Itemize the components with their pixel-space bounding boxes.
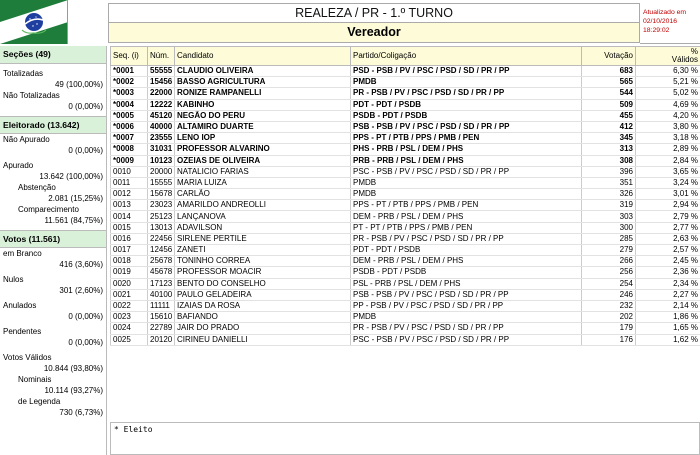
table-row xyxy=(111,323,700,334)
cell-pct: 3,80 % xyxy=(636,121,700,132)
cell-partido: PR - PSB / PV / PSC / PSD / SD / PR / PP xyxy=(351,88,582,99)
table-row xyxy=(111,99,700,110)
cell-pct: 4,69 % xyxy=(636,99,700,110)
nao-totalizadas-value: 0 (0,00%) xyxy=(68,102,103,111)
cell-num: 12222 xyxy=(148,99,175,110)
cell-pct: 2,14 % xyxy=(636,300,700,311)
legenda-value: 730 (6,73%) xyxy=(59,408,103,417)
cell-votacao: 246 xyxy=(582,289,636,300)
eleitorado-header xyxy=(0,116,106,134)
cell-partido: PSC - PSB / PV / PSC / PSD / SD / PR / PP xyxy=(351,334,582,345)
cell-pct: 3,18 % xyxy=(636,133,700,144)
cell-partido: PMDB xyxy=(351,77,582,88)
cell-votacao: 412 xyxy=(582,121,636,132)
table-row xyxy=(111,267,700,278)
cell-seq: *0006 xyxy=(111,121,148,132)
table-header-row xyxy=(111,47,700,66)
cell-pct: 4,20 % xyxy=(636,110,700,121)
cell-seq: *0005 xyxy=(111,110,148,121)
cell-candidato: BAFIANDO xyxy=(175,312,351,323)
branco-label: em Branco xyxy=(3,249,42,258)
col-pct[interactable] xyxy=(636,47,700,66)
col-votacao[interactable]: Votação xyxy=(582,47,636,66)
cell-votacao: 455 xyxy=(582,110,636,121)
nominais-value: 10.114 (93,27%) xyxy=(44,386,103,395)
cell-seq: 0023 xyxy=(111,312,148,323)
table-row xyxy=(111,300,700,311)
cell-pct: 2,57 % xyxy=(636,245,700,256)
cell-pct: 1,65 % xyxy=(636,323,700,334)
pendentes-value: 0 (0,00%) xyxy=(68,338,103,347)
cell-partido: PSC - PSB / PV / PSC / PSD / SD / PR / PP xyxy=(351,166,582,177)
cell-candidato: ZANETI xyxy=(175,245,351,256)
cell-num: 15555 xyxy=(148,177,175,188)
cell-num: 15610 xyxy=(148,312,175,323)
cell-seq: *0003 xyxy=(111,88,148,99)
update-info xyxy=(640,0,700,44)
abstencao-value: 2.081 (15,25%) xyxy=(48,194,103,203)
cell-seq: 0015 xyxy=(111,222,148,233)
col-pct-top: % xyxy=(690,47,698,56)
cell-votacao: 232 xyxy=(582,300,636,311)
apurado-label: Apurado xyxy=(3,161,34,170)
cell-pct: 2,77 % xyxy=(636,222,700,233)
cell-pct: 3,65 % xyxy=(636,166,700,177)
office-subtitle: Vereador xyxy=(108,23,640,43)
cell-votacao: 285 xyxy=(582,233,636,244)
cell-num: 40000 xyxy=(148,121,175,132)
cell-votacao: 202 xyxy=(582,312,636,323)
cell-seq: 0010 xyxy=(111,166,148,177)
table-row xyxy=(111,278,700,289)
cell-num: 40100 xyxy=(148,289,175,300)
table-row xyxy=(111,133,700,144)
cell-seq: 0018 xyxy=(111,256,148,267)
cell-candidato: TONINHO CORREA xyxy=(175,256,351,267)
cell-num: 12456 xyxy=(148,245,175,256)
anulados-label: Anulados xyxy=(3,301,37,310)
table-row xyxy=(111,189,700,200)
cell-votacao: 179 xyxy=(582,323,636,334)
table-row xyxy=(111,222,700,233)
cell-votacao: 254 xyxy=(582,278,636,289)
cell-seq: *0004 xyxy=(111,99,148,110)
cell-num: 17123 xyxy=(148,278,175,289)
cell-votacao: 509 xyxy=(582,99,636,110)
cell-votacao: 326 xyxy=(582,189,636,200)
update-time: 18:29:02 xyxy=(643,27,670,34)
secoes-header xyxy=(0,46,106,64)
cell-pct: 5,21 % xyxy=(636,77,700,88)
col-num[interactable]: Núm. xyxy=(148,47,175,66)
cell-pct: 2,27 % xyxy=(636,289,700,300)
table-row xyxy=(111,334,700,345)
cell-votacao: 313 xyxy=(582,144,636,155)
cell-pct: 3,01 % xyxy=(636,189,700,200)
col-pct-bottom: Válidos xyxy=(671,55,698,64)
cell-num: 22789 xyxy=(148,323,175,334)
cell-votacao: 396 xyxy=(582,166,636,177)
update-date: 02/10/2016 xyxy=(643,18,678,25)
cell-partido: PMDB xyxy=(351,312,582,323)
table-row xyxy=(111,155,700,166)
cell-partido: PMDB xyxy=(351,177,582,188)
cell-candidato: PAULO GELADEIRA xyxy=(175,289,351,300)
table-row xyxy=(111,166,700,177)
cell-num: 10123 xyxy=(148,155,175,166)
cell-candidato: LANÇANOVA xyxy=(175,211,351,222)
totalizadas-value: 49 (100,00%) xyxy=(54,80,103,89)
cell-pct: 2,84 % xyxy=(636,155,700,166)
cell-votacao: 319 xyxy=(582,200,636,211)
cell-seq: 0016 xyxy=(111,233,148,244)
cell-partido: PSB - PSB / PV / PSC / PSD / SD / PR / PP xyxy=(351,121,582,132)
secoes-title: Seções xyxy=(3,49,34,59)
nulos-label: Nulos xyxy=(3,275,24,284)
nao-apurado-label: Não Apurado xyxy=(3,135,50,144)
cell-partido: PSD - PSB / PV / PSC / PSD / SD / PR / PP xyxy=(351,66,582,77)
cell-votacao: 565 xyxy=(582,77,636,88)
cell-candidato: MARIA LUIZA xyxy=(175,177,351,188)
cell-candidato: KABINHO xyxy=(175,99,351,110)
cell-num: 23023 xyxy=(148,200,175,211)
cell-candidato: AMARILDO ANDREOLLI xyxy=(175,200,351,211)
cell-partido: PDT - PDT / PSDB xyxy=(351,245,582,256)
cell-seq: *0002 xyxy=(111,77,148,88)
cell-partido: PRB - PRB / PSL / DEM / PHS xyxy=(351,155,582,166)
table-row xyxy=(111,312,700,323)
cell-seq: 0017 xyxy=(111,245,148,256)
parana-flag-icon xyxy=(0,0,68,44)
cell-num: 20000 xyxy=(148,166,175,177)
legenda-label: de Legenda xyxy=(18,397,61,406)
table-row xyxy=(111,211,700,222)
cell-partido: PSDB - PDT / PSDB xyxy=(351,110,582,121)
table-row xyxy=(111,66,700,77)
votos-title: Votos xyxy=(3,234,27,244)
cell-num: 25123 xyxy=(148,211,175,222)
cell-num: 11111 xyxy=(148,300,175,311)
cell-candidato: IZAIAS DA ROSA xyxy=(175,300,351,311)
cell-candidato: ALTAMIRO DUARTE xyxy=(175,121,351,132)
cell-votacao: 683 xyxy=(582,66,636,77)
cell-partido: PR - PSB / PV / PSC / PSD / SD / PR / PP xyxy=(351,323,582,334)
cell-candidato: JAIR DO PRADO xyxy=(175,323,351,334)
cell-seq: 0019 xyxy=(111,267,148,278)
cell-num: 13013 xyxy=(148,222,175,233)
cell-partido: PR - PSB / PV / PSC / PSD / SD / PR / PP xyxy=(351,233,582,244)
col-seq[interactable] xyxy=(111,47,148,66)
cell-num: 22000 xyxy=(148,88,175,99)
cell-votacao: 345 xyxy=(582,133,636,144)
cell-votacao: 176 xyxy=(582,334,636,345)
col-seq-label: Seq. xyxy=(113,51,130,60)
table-row xyxy=(111,88,700,99)
cell-pct: 3,24 % xyxy=(636,177,700,188)
cell-seq: 0024 xyxy=(111,323,148,334)
cell-pct: 2,89 % xyxy=(636,144,700,155)
cell-candidato: NATALICIO FARIAS xyxy=(175,166,351,177)
cell-partido: PT - PT / PTB / PPS / PMB / PEN xyxy=(351,222,582,233)
cell-votacao: 279 xyxy=(582,245,636,256)
col-partido[interactable]: Partido/Coligação xyxy=(351,47,582,66)
validos-value: 10.844 (93,80%) xyxy=(43,364,103,373)
cell-partido: PSDB - PDT / PSDB xyxy=(351,267,582,278)
cell-candidato: CARLÃO xyxy=(175,189,351,200)
cell-num: 45678 xyxy=(148,267,175,278)
secoes-count: (49) xyxy=(35,49,51,59)
cell-pct: 2,94 % xyxy=(636,200,700,211)
cell-pct: 2,63 % xyxy=(636,233,700,244)
cell-candidato: NEGÃO DO PERU xyxy=(175,110,351,121)
update-label: Atualizado em xyxy=(643,9,687,16)
cell-num: 20120 xyxy=(148,334,175,345)
cell-partido: PDT - PDT / PSDB xyxy=(351,99,582,110)
cell-num: 55555 xyxy=(148,66,175,77)
table-row xyxy=(111,121,700,132)
page-title: REALEZA / PR - 1.º TURNO xyxy=(108,3,640,23)
nulos-value: 301 (2,60%) xyxy=(59,286,103,295)
votos-header xyxy=(0,230,106,248)
cell-votacao: 303 xyxy=(582,211,636,222)
cell-partido: DEM - PRB / PSL / DEM / PHS xyxy=(351,211,582,222)
cell-pct: 2,45 % xyxy=(636,256,700,267)
table-row xyxy=(111,200,700,211)
page-header xyxy=(68,0,640,44)
footnote: * Eleito xyxy=(110,422,700,455)
cell-num: 45120 xyxy=(148,110,175,121)
cell-partido: PHS - PRB / PSL / DEM / PHS xyxy=(351,144,582,155)
cell-pct: 2,34 % xyxy=(636,278,700,289)
nao-apurado-value: 0 (0,00%) xyxy=(68,146,103,155)
cell-partido: PMDB xyxy=(351,189,582,200)
validos-label: Votos Válidos xyxy=(3,353,52,362)
cell-seq: 0025 xyxy=(111,334,148,345)
nao-totalizadas-label: Não Totalizadas xyxy=(3,91,60,100)
cell-candidato: PROFESSOR MOACIR xyxy=(175,267,351,278)
cell-seq: 0021 xyxy=(111,289,148,300)
table-row xyxy=(111,245,700,256)
cell-votacao: 544 xyxy=(582,88,636,99)
summary-sidebar xyxy=(0,46,107,455)
cell-candidato: LENO IOP xyxy=(175,133,351,144)
col-candidato[interactable]: Candidato xyxy=(175,47,351,66)
cell-seq: 0020 xyxy=(111,278,148,289)
results-body xyxy=(111,66,700,346)
table-row xyxy=(111,110,700,121)
table-row xyxy=(111,289,700,300)
comparecimento-label: Comparecimento xyxy=(18,205,79,214)
branco-value: 416 (3,60%) xyxy=(59,260,103,269)
cell-num: 25678 xyxy=(148,256,175,267)
cell-num: 23555 xyxy=(148,133,175,144)
pendentes-label: Pendentes xyxy=(3,327,42,336)
table-row xyxy=(111,144,700,155)
cell-seq: *0001 xyxy=(111,66,148,77)
cell-candidato: CLAUDIO OLIVEIRA xyxy=(175,66,351,77)
cell-num: 31031 xyxy=(148,144,175,155)
info-icon[interactable]: (i) xyxy=(131,51,139,60)
cell-votacao: 256 xyxy=(582,267,636,278)
cell-pct: 1,62 % xyxy=(636,334,700,345)
totalizadas-label: Totalizadas xyxy=(3,69,44,78)
table-row xyxy=(111,77,700,88)
cell-partido: PSB - PSB / PV / PSC / PSD / SD / PR / PP xyxy=(351,289,582,300)
cell-num: 22456 xyxy=(148,233,175,244)
cell-num: 15678 xyxy=(148,189,175,200)
table-row xyxy=(111,233,700,244)
cell-candidato: RONIZE RAMPANELLI xyxy=(175,88,351,99)
cell-seq: *0009 xyxy=(111,155,148,166)
cell-num: 15456 xyxy=(148,77,175,88)
cell-seq: 0011 xyxy=(111,177,148,188)
cell-seq: *0007 xyxy=(111,133,148,144)
apurado-value: 13.642 (100,00%) xyxy=(39,172,103,181)
abstencao-label: Abstenção xyxy=(18,183,56,192)
cell-pct: 5,02 % xyxy=(636,88,700,99)
cell-pct: 1,86 % xyxy=(636,312,700,323)
cell-seq: 0013 xyxy=(111,200,148,211)
cell-candidato: BASSO AGRICULTURA xyxy=(175,77,351,88)
cell-candidato: CIRINEU DANIELLI xyxy=(175,334,351,345)
table-row xyxy=(111,177,700,188)
cell-votacao: 308 xyxy=(582,155,636,166)
cell-partido: PP - PSB / PV / PSC / PSD / SD / PR / PP xyxy=(351,300,582,311)
cell-candidato: BENTO DO CONSELHO xyxy=(175,278,351,289)
results-table-wrap xyxy=(110,46,700,346)
cell-votacao: 300 xyxy=(582,222,636,233)
cell-candidato: SIRLENE PERTILE xyxy=(175,233,351,244)
cell-seq: 0012 xyxy=(111,189,148,200)
cell-candidato: PROFESSOR ALVARINO xyxy=(175,144,351,155)
cell-partido: PPS - PT / PTB / PPS / PMB / PEN xyxy=(351,133,582,144)
cell-pct: 2,79 % xyxy=(636,211,700,222)
anulados-value: 0 (0,00%) xyxy=(68,312,103,321)
table-row xyxy=(111,256,700,267)
cell-seq: 0022 xyxy=(111,300,148,311)
cell-seq: *0008 xyxy=(111,144,148,155)
results-table xyxy=(110,46,700,346)
cell-votacao: 266 xyxy=(582,256,636,267)
cell-candidato: OZEIAS DE OLIVEIRA xyxy=(175,155,351,166)
votos-count: (11.561) xyxy=(28,234,61,244)
eleitorado-title: Eleitorado xyxy=(3,120,46,130)
cell-partido: PPS - PT / PTB / PPS / PMB / PEN xyxy=(351,200,582,211)
cell-pct: 2,36 % xyxy=(636,267,700,278)
cell-votacao: 351 xyxy=(582,177,636,188)
cell-candidato: ADAVILSON xyxy=(175,222,351,233)
cell-seq: 0014 xyxy=(111,211,148,222)
cell-partido: DEM - PRB / PSL / DEM / PHS xyxy=(351,256,582,267)
eleitorado-count: (13.642) xyxy=(47,120,80,130)
cell-partido: PSL - PRB / PSL / DEM / PHS xyxy=(351,278,582,289)
cell-pct: 6,30 % xyxy=(636,66,700,77)
comparecimento-value: 11.561 (84,75%) xyxy=(44,216,103,225)
nominais-label: Nominais xyxy=(18,375,52,384)
